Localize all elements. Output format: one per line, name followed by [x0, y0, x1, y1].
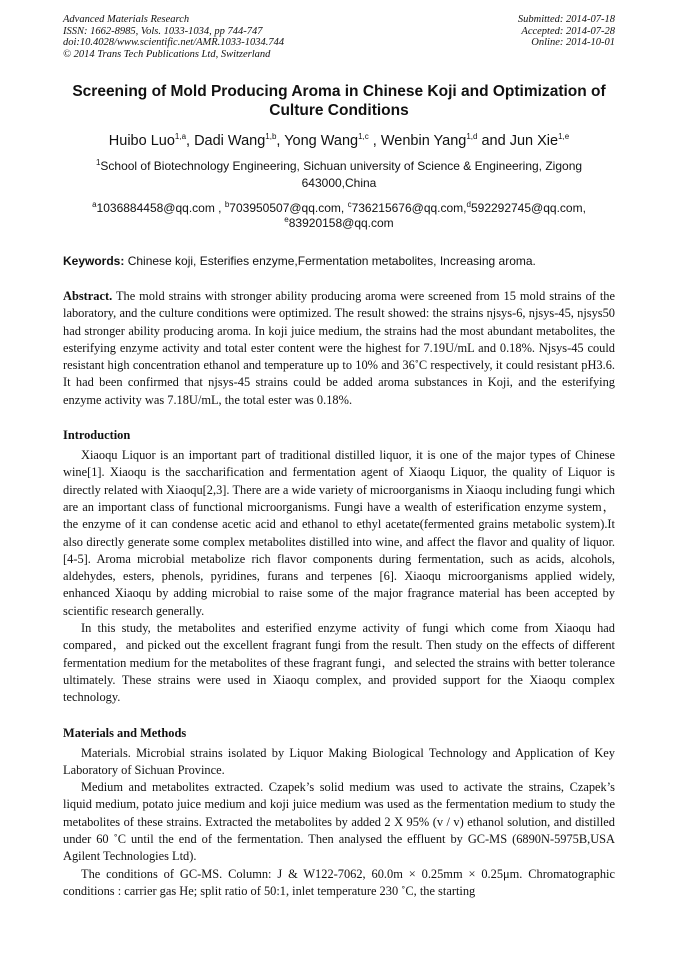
author-name: Huibo Luo: [108, 133, 175, 149]
affiliation-line-2: 643000,China: [301, 176, 377, 190]
issn-line: ISSN: 1662-8985, Vols. 1033-1034, pp 744-747: [63, 25, 263, 37]
introduction-paragraph-1: Xiaoqu Liquor is an important part of traditional distilled liquor, it is one of the major types of Chinese wine[1]. Xiaoqu is the saccharification and fermentation agent of Xiaoqu Liquor, the quality of Liquor is directly related with Xiaoqu[2,3]. There are a wide variety of microorganisms in Xiaoqu including fungi which are an important class of functional microorganisms. Fungi have a wealth of esterification enzyme system，the enzyme of it can condense acetic acid and ethanol to ethyl acetate(fermented grains metabolic system).It also directly generate some complex metabolites distilled into wine, and affect the flavor and quality of liquor.[4-5]. Aroma microbial metabolize rich flavor components during fermentation, such as acids, alcohols, aldehydes, esters, phenols, pyridines, furans and terpenes [6]. Xiaoqu microorganisms applied widely, enhanced Xiaoqu by adding microbial to raise some of the major fragrance material has been accepted by scientific research generally.: [63, 448, 615, 618]
email-d: 592292745@qq.com,: [470, 201, 586, 215]
author-sep: ,: [276, 133, 285, 149]
email-list: [63, 201, 615, 231]
methods-paragraph-3: The conditions of GC-MS. Column: J & W122-7062, 60.0m × 0.25mm × 0.25μm. Chromatographic conditions : carrier gas He; split ratio of 50:1, inlet temperature 230 ˚C, the starting: [63, 866, 615, 898]
email-sup: e: [284, 215, 289, 224]
author-sep: and: [477, 133, 510, 149]
journal-header: [63, 14, 615, 66]
abstract-label: Abstract.: [63, 289, 113, 303]
affiliation-sup: 1: [95, 158, 101, 167]
author-list: [63, 132, 615, 150]
header-right: [518, 14, 615, 49]
author-sup: 1,b: [265, 132, 277, 142]
author-sep: ,: [186, 133, 195, 149]
email-sup: b: [224, 200, 230, 209]
author-name: Yong Wang: [284, 133, 359, 149]
affiliation-line-1: School of Biotechnology Engineering, Sichuan university of Science & Engineering, Zigong: [100, 159, 583, 173]
email-c: 736215676@qq.com,: [351, 201, 467, 215]
email-a: 1036884458@qq.com ,: [96, 201, 222, 215]
keywords-label: Keywords:: [63, 254, 125, 268]
email-sup: d: [466, 200, 471, 209]
methods-paragraph-2: Medium and metabolites extracted. Czapek’s solid medium was used to activate the strains, Czapek’s liquid medium, potato juice medium and koji juice medium was used as the fermentation medium to study the metabolites of these strains. Extracted the metabolites by added 2 X 95% (v / v) ethanol solution, and distilled under 60 ˚C until the end of the fermentation. Then analysed the effluent by GC-MS (6890N-5975B,USA Agilent Technologies Ltd).: [63, 780, 615, 864]
author-sup: 1,d: [466, 132, 478, 142]
header-left: [63, 14, 284, 60]
introduction-paragraph-2: In this study, the metabolites and esterified enzyme activity of fungi which come from Xiaoqu had compared，and picked out the excellent fragrant fungi from the result. Then study on the effects of different fermentation medium for the metabolites of these fragrant fungi，and selected the strains with better tolerance ultimately. These strains were used in Xiaoqu complex, and provided support for the Xiaoqu complex technology.: [63, 621, 615, 705]
email-b: 703950507@qq.com,: [229, 201, 345, 215]
methods-heading: Materials and Methods: [63, 725, 187, 740]
accepted-date: Accepted: 2014-07-28: [521, 25, 615, 37]
copyright-line: © 2014 Trans Tech Publications Ltd, Switzerland: [63, 48, 271, 60]
author-sup: 1,a: [174, 132, 187, 142]
author-sup: 1,e: [558, 132, 570, 142]
author-name: Wenbin Yang: [380, 133, 467, 149]
methods-paragraph-1: Materials. Microbial strains isolated by Liquor Making Biological Technology and Application of Key Laboratory of Sichuan Province.: [63, 745, 615, 777]
journal-name: Advanced Materials Research: [63, 14, 190, 25]
author-sup: 1,c: [358, 132, 369, 142]
submitted-date: Submitted: 2014-07-18: [517, 14, 615, 25]
affiliation: [63, 158, 615, 192]
paper-title: Screening of Mold Producing Aroma in Chinese Koji and Optimization of Culture Conditions: [72, 83, 606, 119]
author-name: Jun Xie: [509, 133, 559, 149]
author-name: Dadi Wang: [194, 133, 266, 149]
keywords-text: Chinese koji, Esterifies enzyme,Fermentation metabolites, Increasing aroma.: [124, 254, 536, 268]
abstract: [63, 288, 615, 409]
email-sup: c: [347, 200, 352, 209]
paper-page: [63, 14, 615, 900]
doi-line: doi:10.4028/www.scientific.net/AMR.1033-1034.744: [63, 37, 285, 48]
email-e: 83920158@qq.com: [288, 216, 394, 230]
introduction-heading: Introduction: [63, 428, 131, 443]
keywords: [63, 253, 615, 269]
email-sup: a: [92, 200, 97, 209]
online-date: Online: 2014-10-01: [531, 37, 615, 48]
author-sep: ,: [368, 133, 377, 149]
abstract-text: The mold strains with stronger ability producing aroma were screened from 15 mold strains of the laboratory, and the culture conditions were optimized. The result showed: the strains njsys-6, njsys-45, njsys50 had stronger ability producing aroma. In koji juice medium, the strains had the most abundant metabolites, the esterifying enzyme activity and total ester content were the highest for 7.19U/mL and 0.18%. Njsys-45 could resistant high concentration ethanol and temperature up to 10% and 36˚C respectively, it could resistant pH3.6. It had been confirmed that njsys-45 strains could be added aroma substances in Koji, and the esterifying enzyme activity was 7.18U/mL, the total ester was 0.18%.: [63, 289, 615, 407]
